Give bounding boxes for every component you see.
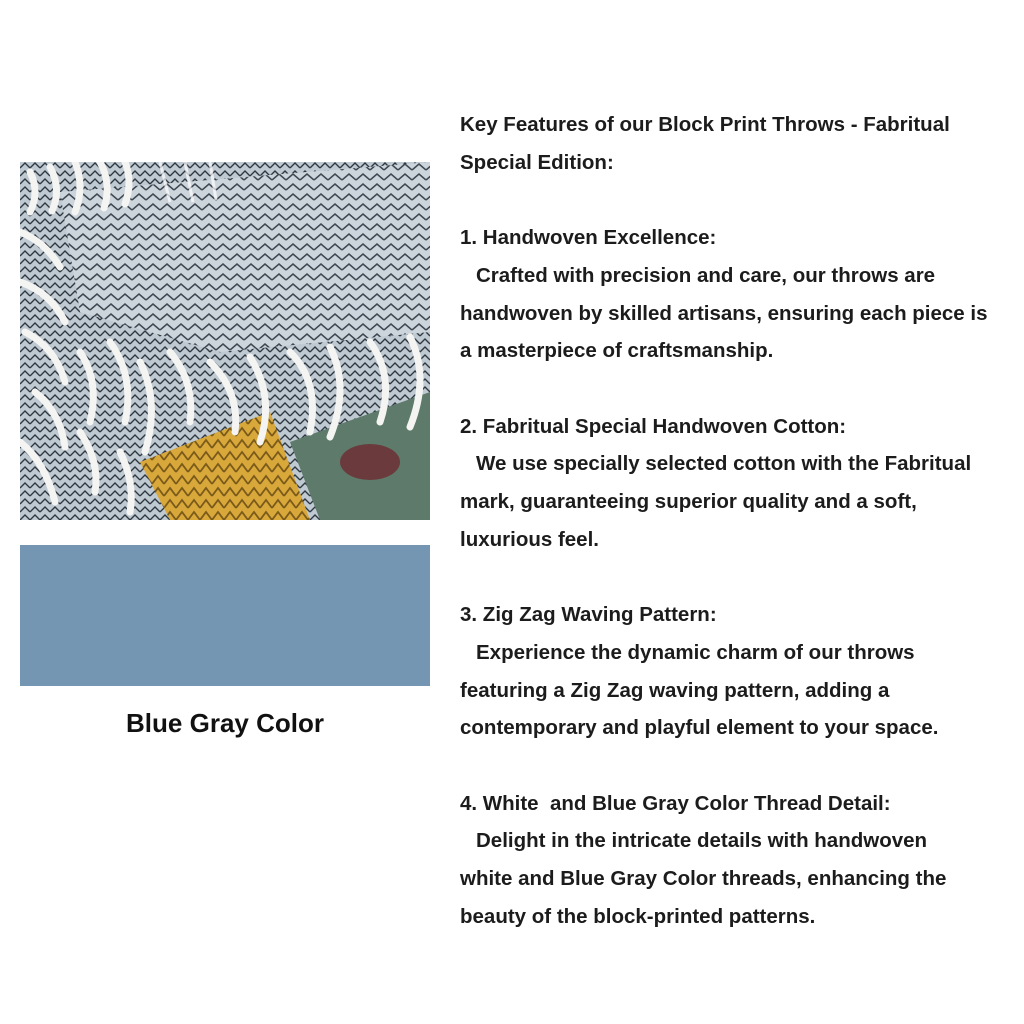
features-heading-line-1: Key Features of our Block Print Throws - Fabritual [460, 113, 950, 136]
product-photo [20, 162, 430, 520]
color-swatch [20, 545, 430, 686]
feature-4-line: Delight in the intricate details with handwoven [476, 829, 928, 853]
feature-3-line: contemporary and playful element to your space. [460, 716, 939, 740]
feature-1-line: a masterpiece of craftsmanship. [460, 339, 774, 363]
woven-throw-photo-icon [20, 162, 430, 520]
feature-1-line: Crafted with precision and care, our throws are [476, 263, 936, 287]
feature-3-title: 3. Zig Zag Waving Pattern: [460, 603, 717, 627]
features-heading-line-2: Special Edition: [460, 150, 614, 174]
feature-4-line: beauty of the block-printed patterns. [460, 904, 816, 928]
feature-1-line: handwoven by skilled artisans, ensuring each piece is [460, 301, 988, 325]
feature-4-line: white and Blue Gray Color threads, enhancing the [460, 867, 947, 890]
feature-2-line: mark, guaranteeing superior quality and a soft, [460, 490, 917, 513]
feature-2-title: 2. Fabritual Special Handwoven Cotton: [460, 414, 847, 438]
feature-3-line: Experience the dynamic charm of our throws [476, 640, 915, 664]
feature-2-line: We use specially selected cotton with the Fabritual [476, 452, 972, 476]
feature-4-title: 4. White and Blue Gray Color Thread Detail: [460, 791, 891, 815]
color-name-label: Blue Gray Color [126, 708, 324, 738]
key-features-text [460, 106, 1020, 935]
feature-3-line: featuring a Zig Zag waving pattern, adding a [460, 678, 890, 702]
feature-1-title: 1. Handwoven Excellence: [460, 226, 717, 250]
feature-2-line: luxurious feel. [460, 527, 599, 551]
